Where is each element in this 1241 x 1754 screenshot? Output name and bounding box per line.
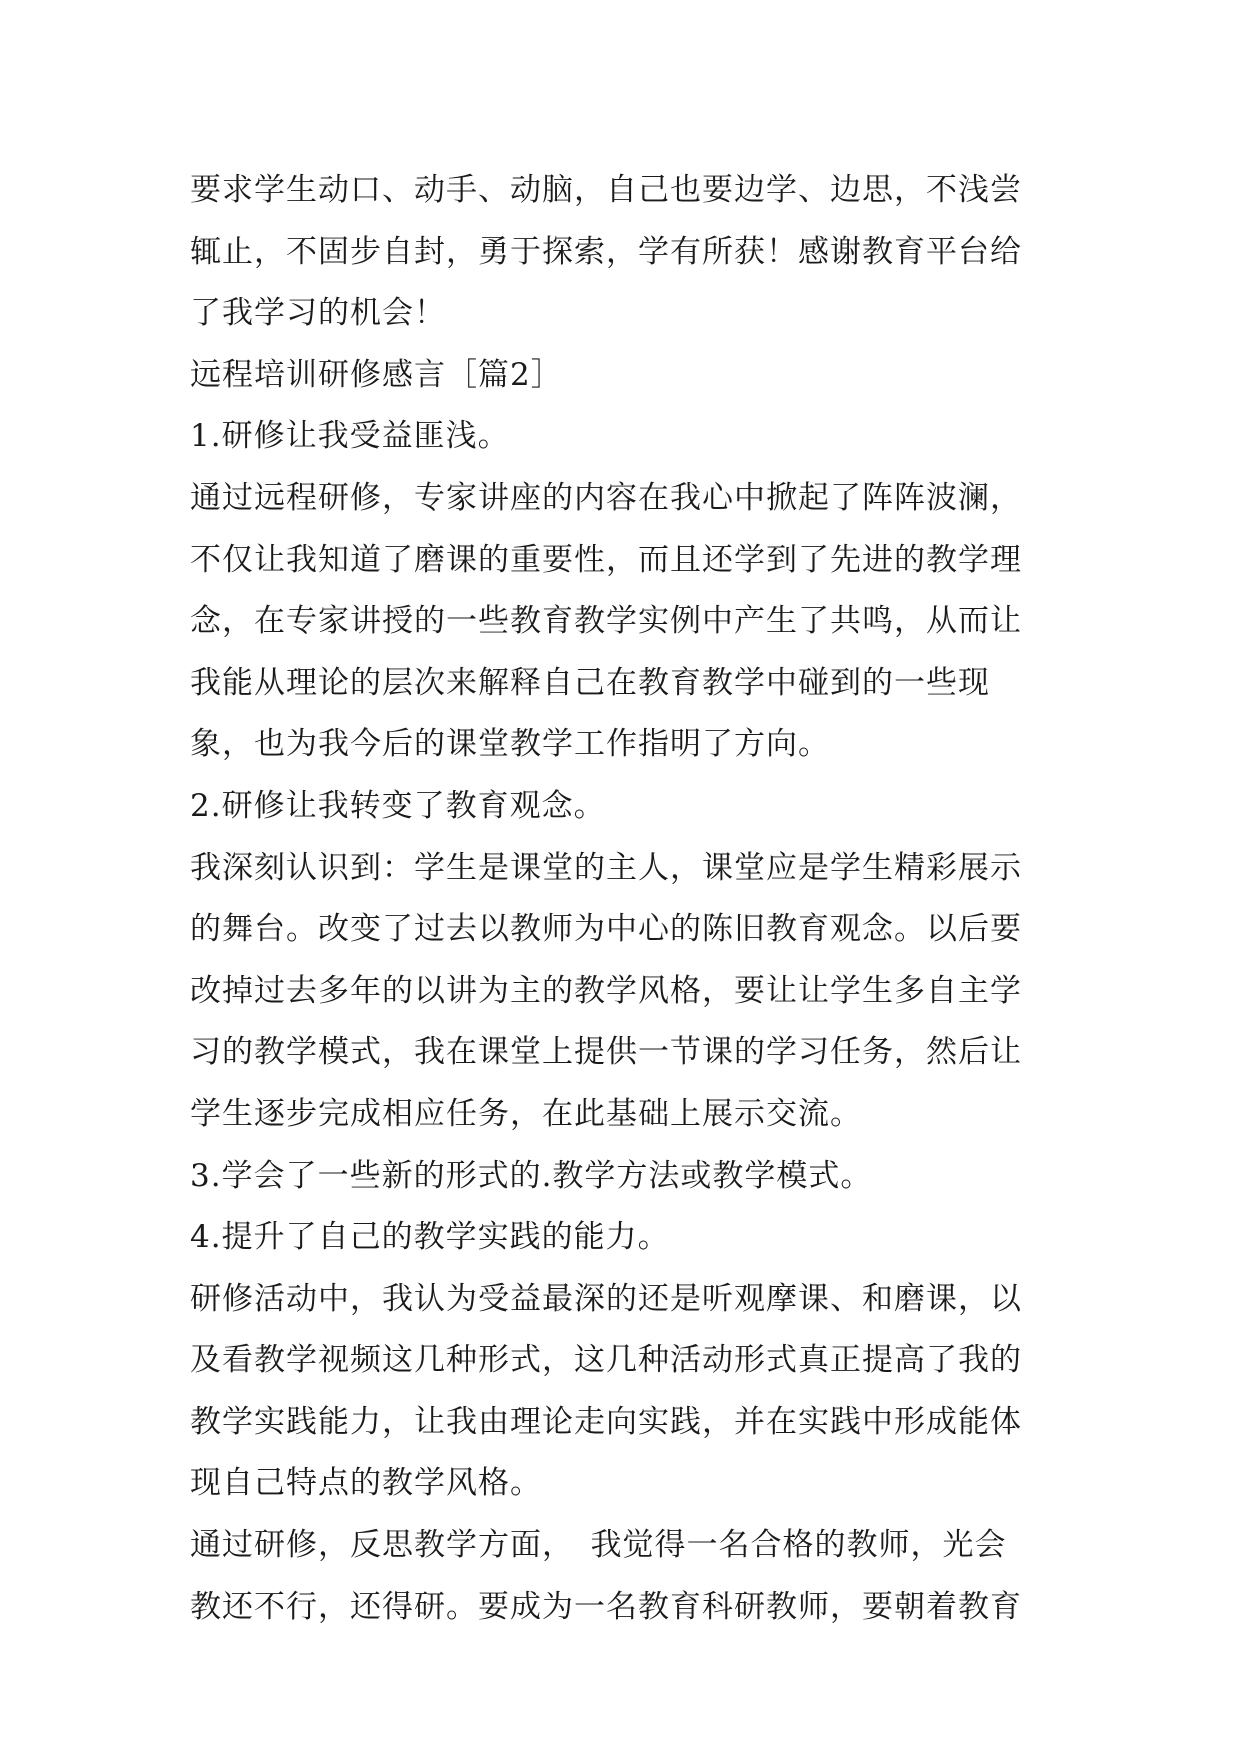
text-line: 现自己特点的教学风格。 [190, 1465, 542, 1502]
text-line: 我深刻认识到：学生是课堂的主人，课堂应是学生精彩展示 [190, 849, 1022, 886]
text-line: 象，也为我今后的课堂教学工作指明了方向。 [190, 726, 830, 763]
text-line: 我能从理论的层次来解释自己在教育教学中碰到的一些现 [190, 664, 990, 701]
text-line: 教学实践能力，让我由理论走向实践，并在实践中形成能体 [190, 1403, 1022, 1440]
text-line: 辄止，不固步自封，勇于探索，学有所获！感谢教育平台给 [190, 233, 1022, 270]
text-line: 学生逐步完成相应任务，在此基础上展示交流。 [190, 1095, 862, 1132]
text-line: 教还不行，还得研。要成为一名教育科研教师，要朝着教育 [190, 1588, 1022, 1625]
text-line: 了我学习的机会！ [190, 295, 446, 332]
list-item-heading: 1.研修让我受益匪浅。 [190, 418, 510, 455]
text-line: 及看教学视频这几种形式，这几种活动形式真正提高了我的 [190, 1342, 1022, 1379]
list-item-heading: 3.学会了一些新的形式的.教学方法或教学模式。 [190, 1157, 873, 1194]
text-line: 通过远程研修，专家讲座的内容在我心中掀起了阵阵波澜， [190, 479, 1022, 516]
text-line: 念，在专家讲授的一些教育教学实例中产生了共鸣，从而让 [190, 603, 1022, 640]
list-item-heading: 4.提升了自己的教学实践的能力。 [190, 1219, 670, 1256]
section-heading: 远程培训研修感言［篇2］ [190, 356, 563, 393]
text-line: 习的教学模式，我在课堂上提供一节课的学习任务，然后让 [190, 1034, 1022, 1071]
text-line: 的舞台。改变了过去以教师为中心的陈旧教育观念。以后要 [190, 911, 1022, 948]
text-line: 研修活动中，我认为受益最深的还是听观摩课、和磨课，以 [190, 1280, 1022, 1317]
text-line: 要求学生动口、动手、动脑，自己也要边学、边思，不浅尝 [190, 172, 1022, 208]
text-line: 通过研修，反思教学方面， 我觉得一名合格的教师，光会 [190, 1527, 1007, 1564]
text-line: 不仅让我知道了磨课的重要性，而且还学到了先进的教学理 [190, 541, 1022, 578]
document-body [190, 160, 1070, 1638]
text-line: 改掉过去多年的以讲为主的教学风格，要让让学生多自主学 [190, 972, 1022, 1009]
list-item-heading: 2.研修让我转变了教育观念。 [190, 787, 606, 824]
